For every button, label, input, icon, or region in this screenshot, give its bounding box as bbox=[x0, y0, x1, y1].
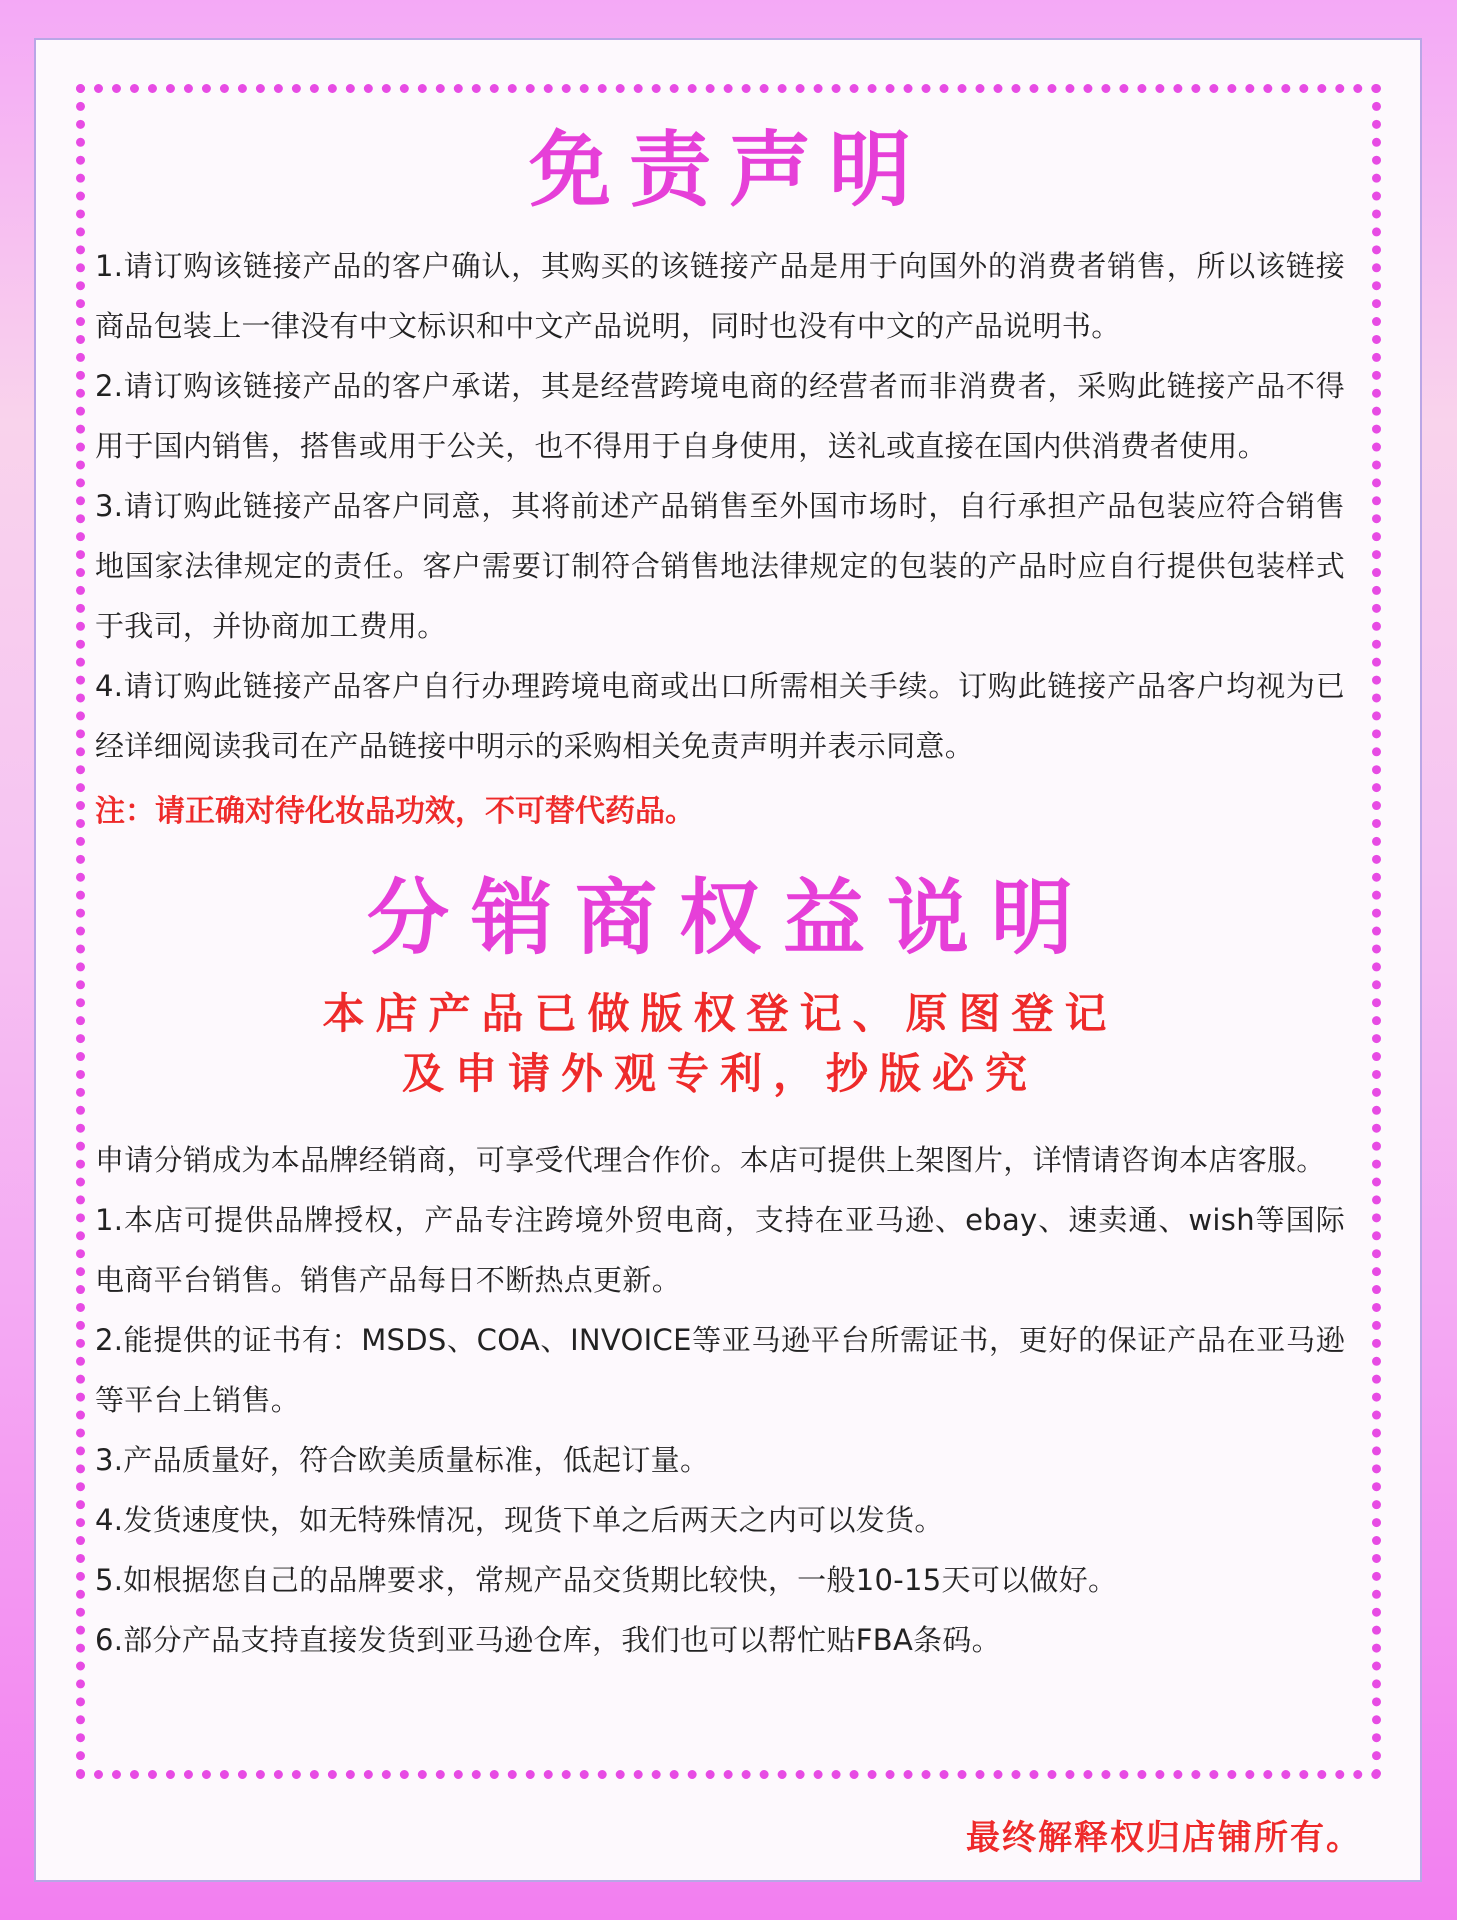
distributor-list bbox=[95, 1130, 1345, 1670]
subtitle-line-2: 及申请外观专利，抄版必究 bbox=[401, 1049, 1038, 1098]
subtitle-line-1: 本店产品已做版权登记、原图登记 bbox=[322, 989, 1118, 1038]
distributor-item-1: 1.本店可提供品牌授权，产品专注跨境外贸电商，支持在亚马逊、ebay、速卖通、wish等国际电商平台销售。销售产品每日不断热点更新。 bbox=[95, 1203, 1345, 1297]
disclaimer-item-4: 4.请订购此链接产品客户自行办理跨境电商或出口所需相关手续。订购此链接产品客户均视为已经详细阅读我司在产品链接中明示的采购相关免责声明并表示同意。 bbox=[95, 669, 1345, 763]
distributor-item-2: 2.能提供的证书有：MSDS、COA、INVOICE等亚马逊平台所需证书，更好的保证产品在亚马逊等平台上销售。 bbox=[95, 1323, 1345, 1417]
distributor-item-4: 4.发货速度快，如无特殊情况，现货下单之后两天之内可以发货。 bbox=[95, 1503, 944, 1537]
disclaimer-list bbox=[95, 236, 1345, 776]
cosmetics-note: 注：请正确对待化妆品功效，不可替代药品。 bbox=[95, 794, 695, 829]
disclaimer-item-2: 2.请订购该链接产品的客户承诺，其是经营跨境电商的经营者而非消费者，采购此链接产品不得用于国内销售，搭售或用于公关，也不得用于自身使用，送礼或直接在国内供消费者使用。 bbox=[95, 369, 1345, 463]
distributor-item-6: 6.部分产品支持直接发货到亚马逊仓库，我们也可以帮忙贴FBA条码。 bbox=[95, 1623, 1001, 1657]
copyright-subtitle bbox=[95, 984, 1345, 1104]
distributor-intro: 申请分销成为本品牌经销商，可享受代理合作价。本店可提供上架图片，详情请咨询本店客服。 bbox=[95, 1143, 1326, 1177]
poster-content bbox=[95, 90, 1345, 1670]
disclaimer-item-3: 3.请订购此链接产品客户同意，其将前述产品销售至外国市场时，自行承担产品包装应符合销售地国家法律规定的责任。客户需要订制符合销售地法律规定的包装的产品时应自行提供包装样式于我司，并协商加工费用。 bbox=[95, 489, 1345, 643]
disclaimer-title: 免责声明 bbox=[528, 123, 929, 218]
distributor-item-5: 5.如根据您自己的品牌要求，常规产品交货期比较快，一般10-15天可以做好。 bbox=[95, 1563, 1118, 1597]
distributor-item-3: 3.产品质量好，符合欧美质量标准，低起订量。 bbox=[95, 1443, 710, 1477]
distributor-title: 分销商权益说明 bbox=[366, 871, 1095, 966]
final-interpretation-note: 最终解释权归店铺所有。 bbox=[966, 1818, 1362, 1858]
disclaimer-item-1: 1.请订购该链接产品的客户确认，其购买的该链接产品是用于向国外的消费者销售，所以该链接商品包装上一律没有中文标识和中文产品说明，同时也没有中文的产品说明书。 bbox=[95, 249, 1345, 343]
